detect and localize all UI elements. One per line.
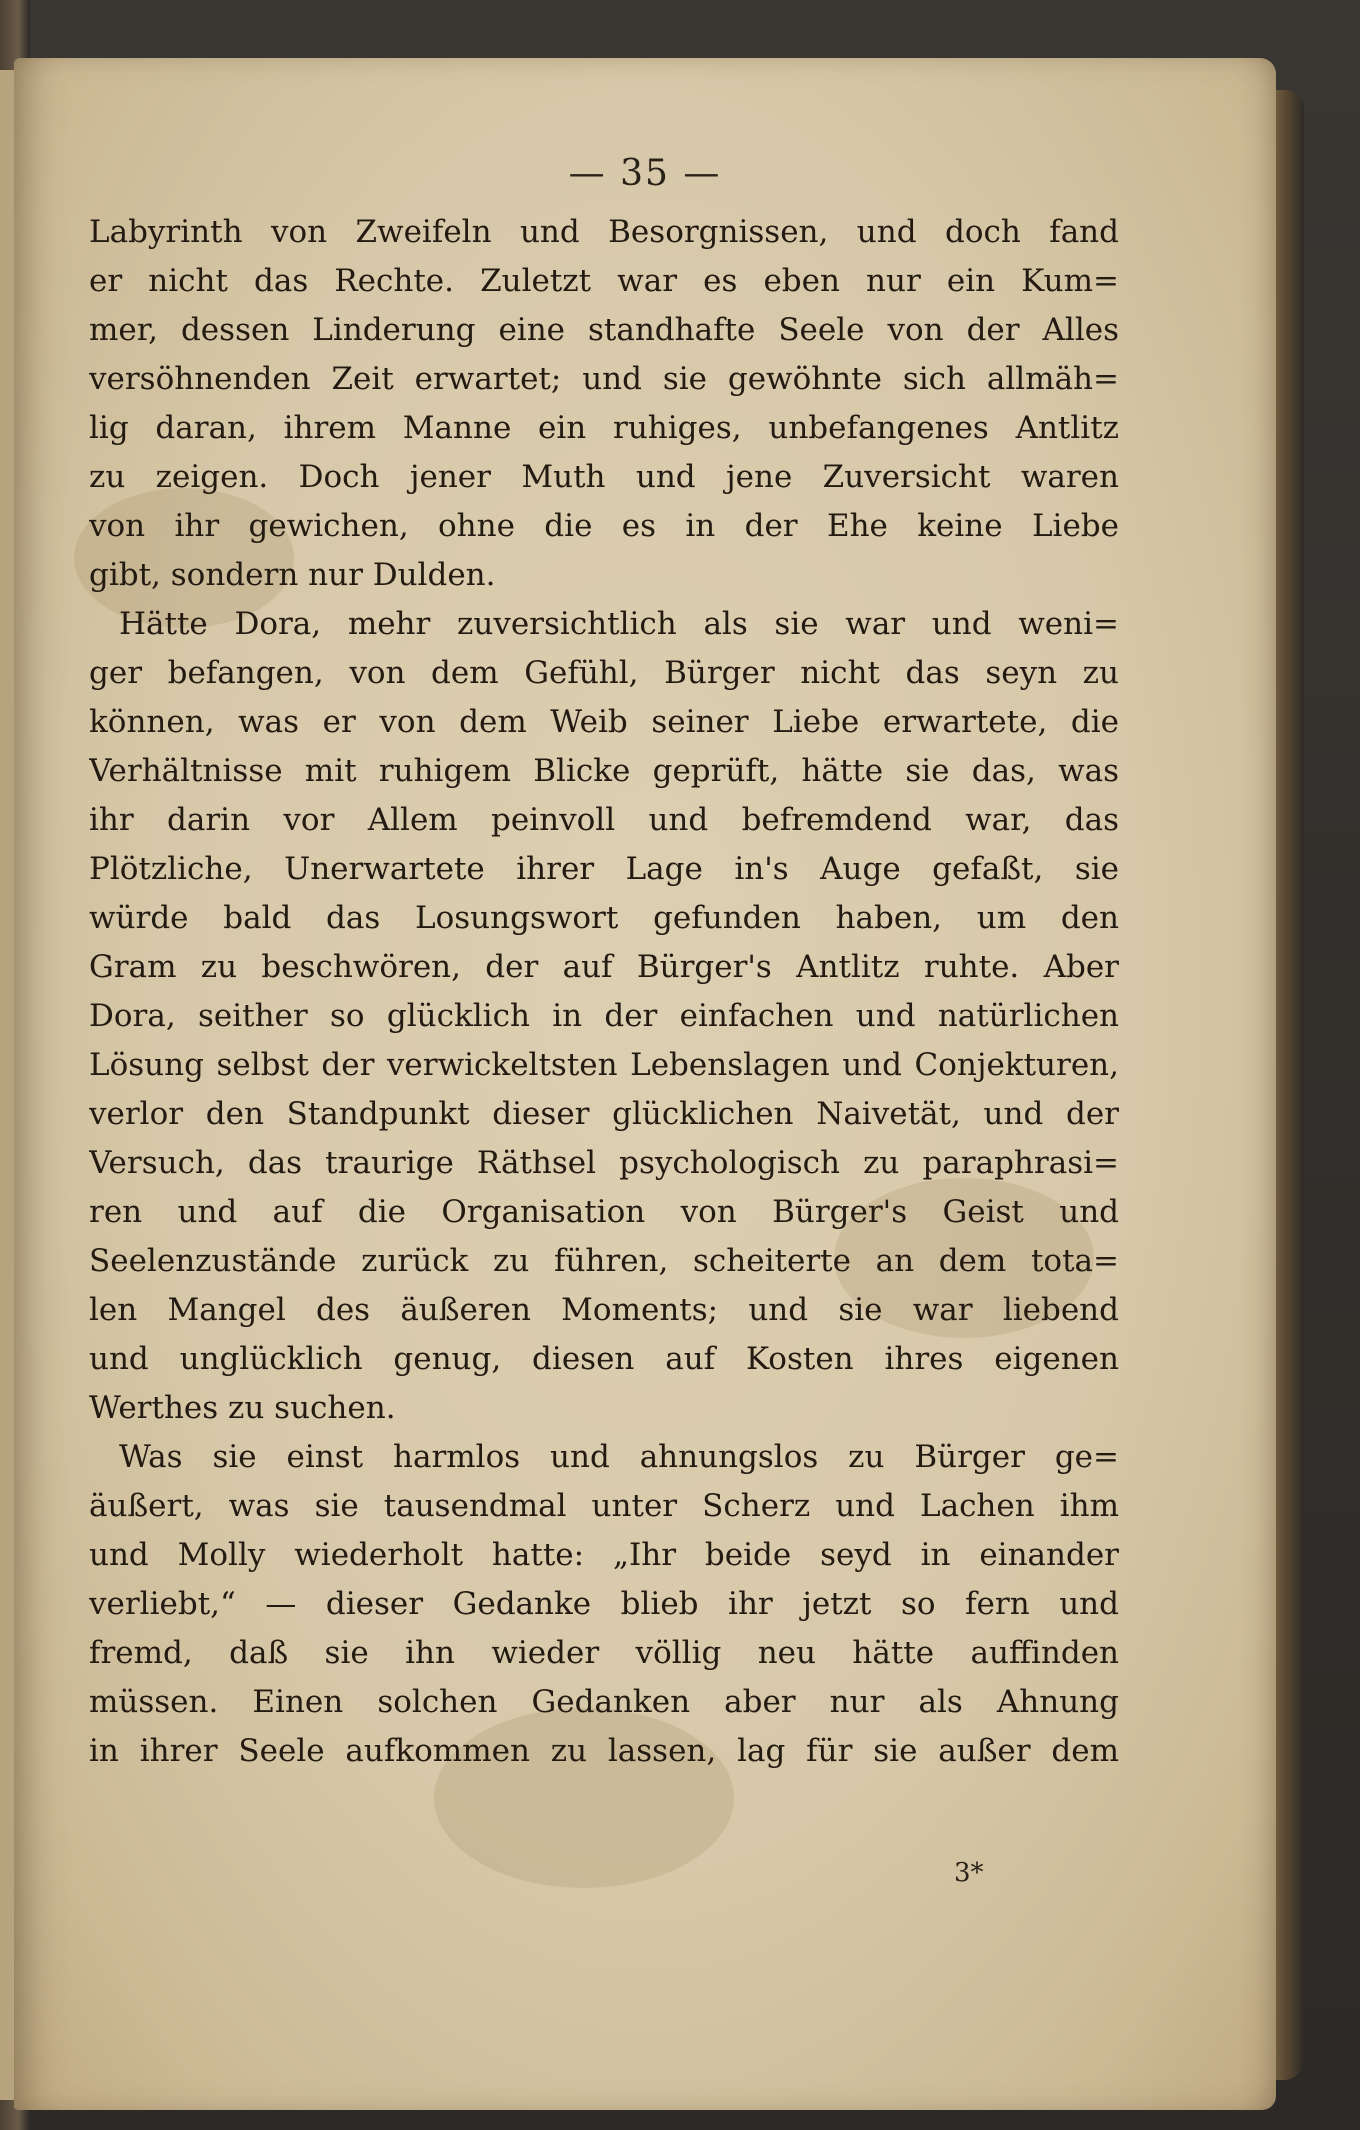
text-line: Verhältnisse mit ruhigem Blicke geprüft, hätte sie das, was	[89, 753, 1119, 789]
text-line: ihr darin vor Allem peinvoll und befremdend war, das	[89, 802, 1119, 838]
text-line: lig daran, ihrem Manne ein ruhiges, unbefangenes Antlitz	[89, 410, 1119, 446]
text-line: und unglücklich genug, diesen auf Kosten ihres eigenen	[89, 1341, 1119, 1377]
text-line: Gram zu beschwören, der auf Bürger's Antlitz ruhte. Aber	[89, 949, 1119, 985]
text-line: von ihr gewichen, ohne die es in der Ehe keine Liebe	[89, 508, 1119, 544]
text-line: fremd, daß sie ihn wieder völlig neu hätte auffinden	[89, 1635, 1119, 1671]
text-line: äußert, was sie tausendmal unter Scherz und Lachen ihm	[89, 1488, 1119, 1524]
paragraph-2	[89, 600, 1119, 1433]
text-line: verlor den Standpunkt dieser glücklichen Naivetät, und der	[89, 1096, 1119, 1132]
text-line: gibt, sondern nur Dulden.	[89, 557, 496, 593]
text-line: in ihrer Seele aufkommen zu lassen, lag für sie außer dem	[89, 1733, 1119, 1769]
text-line: müssen. Einen solchen Gedanken aber nur als Ahnung	[89, 1684, 1119, 1720]
text-line: Lösung selbst der verwickeltsten Lebenslagen und Conjekturen,	[89, 1047, 1119, 1083]
text-line: würde bald das Losungswort gefunden haben, um den	[89, 900, 1119, 936]
text-line: und Molly wiederholt hatte: „Ihr beide seyd in einander	[89, 1537, 1119, 1573]
text-line: ren und auf die Organisation von Bürger's Geist und	[89, 1194, 1119, 1230]
body-text	[89, 208, 1119, 1776]
text-line: Plötzliche, Unerwartete ihrer Lage in's Auge gefaßt, sie	[89, 851, 1119, 887]
text-line: er nicht das Rechte. Zuletzt war es eben nur ein Kum=	[89, 263, 1119, 299]
text-line: mer, dessen Linderung eine standhafte Seele von der Alles	[89, 312, 1119, 348]
text-line: Hätte Dora, mehr zuversichtlich als sie war und weni=	[119, 606, 1119, 642]
text-line: Was sie einst harmlos und ahnungslos zu Bürger ge=	[119, 1439, 1119, 1475]
text-line: len Mangel des äußeren Moments; und sie war liebend	[89, 1292, 1119, 1328]
text-line: zu zeigen. Doch jener Muth und jene Zuversicht waren	[89, 459, 1119, 495]
text-line: Dora, seither so glücklich in der einfachen und natürlichen	[89, 998, 1119, 1034]
text-line: Werthes zu suchen.	[89, 1390, 396, 1426]
text-line: Labyrinth von Zweifeln und Besorgnissen, und doch fand	[89, 214, 1119, 250]
page-sheet	[14, 58, 1276, 2110]
text-line: verliebt,“ — dieser Gedanke blieb ihr jetzt so fern und	[89, 1586, 1119, 1622]
page-number: — 35 —	[568, 153, 722, 194]
text-line: Versuch, das traurige Räthsel psychologisch zu paraphrasi=	[89, 1145, 1119, 1181]
signature-mark: 3*	[954, 1858, 984, 1888]
paragraph-1	[89, 208, 1119, 600]
text-line: können, was er von dem Weib seiner Liebe erwartete, die	[89, 704, 1119, 740]
text-line: versöhnenden Zeit erwartet; und sie gewöhnte sich allmäh=	[89, 361, 1119, 397]
page-header	[14, 153, 1276, 194]
text-line: Seelenzustände zurück zu führen, scheiterte an dem tota=	[89, 1243, 1119, 1279]
paragraph-3	[89, 1433, 1119, 1776]
text-line: ger befangen, von dem Gefühl, Bürger nicht das seyn zu	[89, 655, 1119, 691]
